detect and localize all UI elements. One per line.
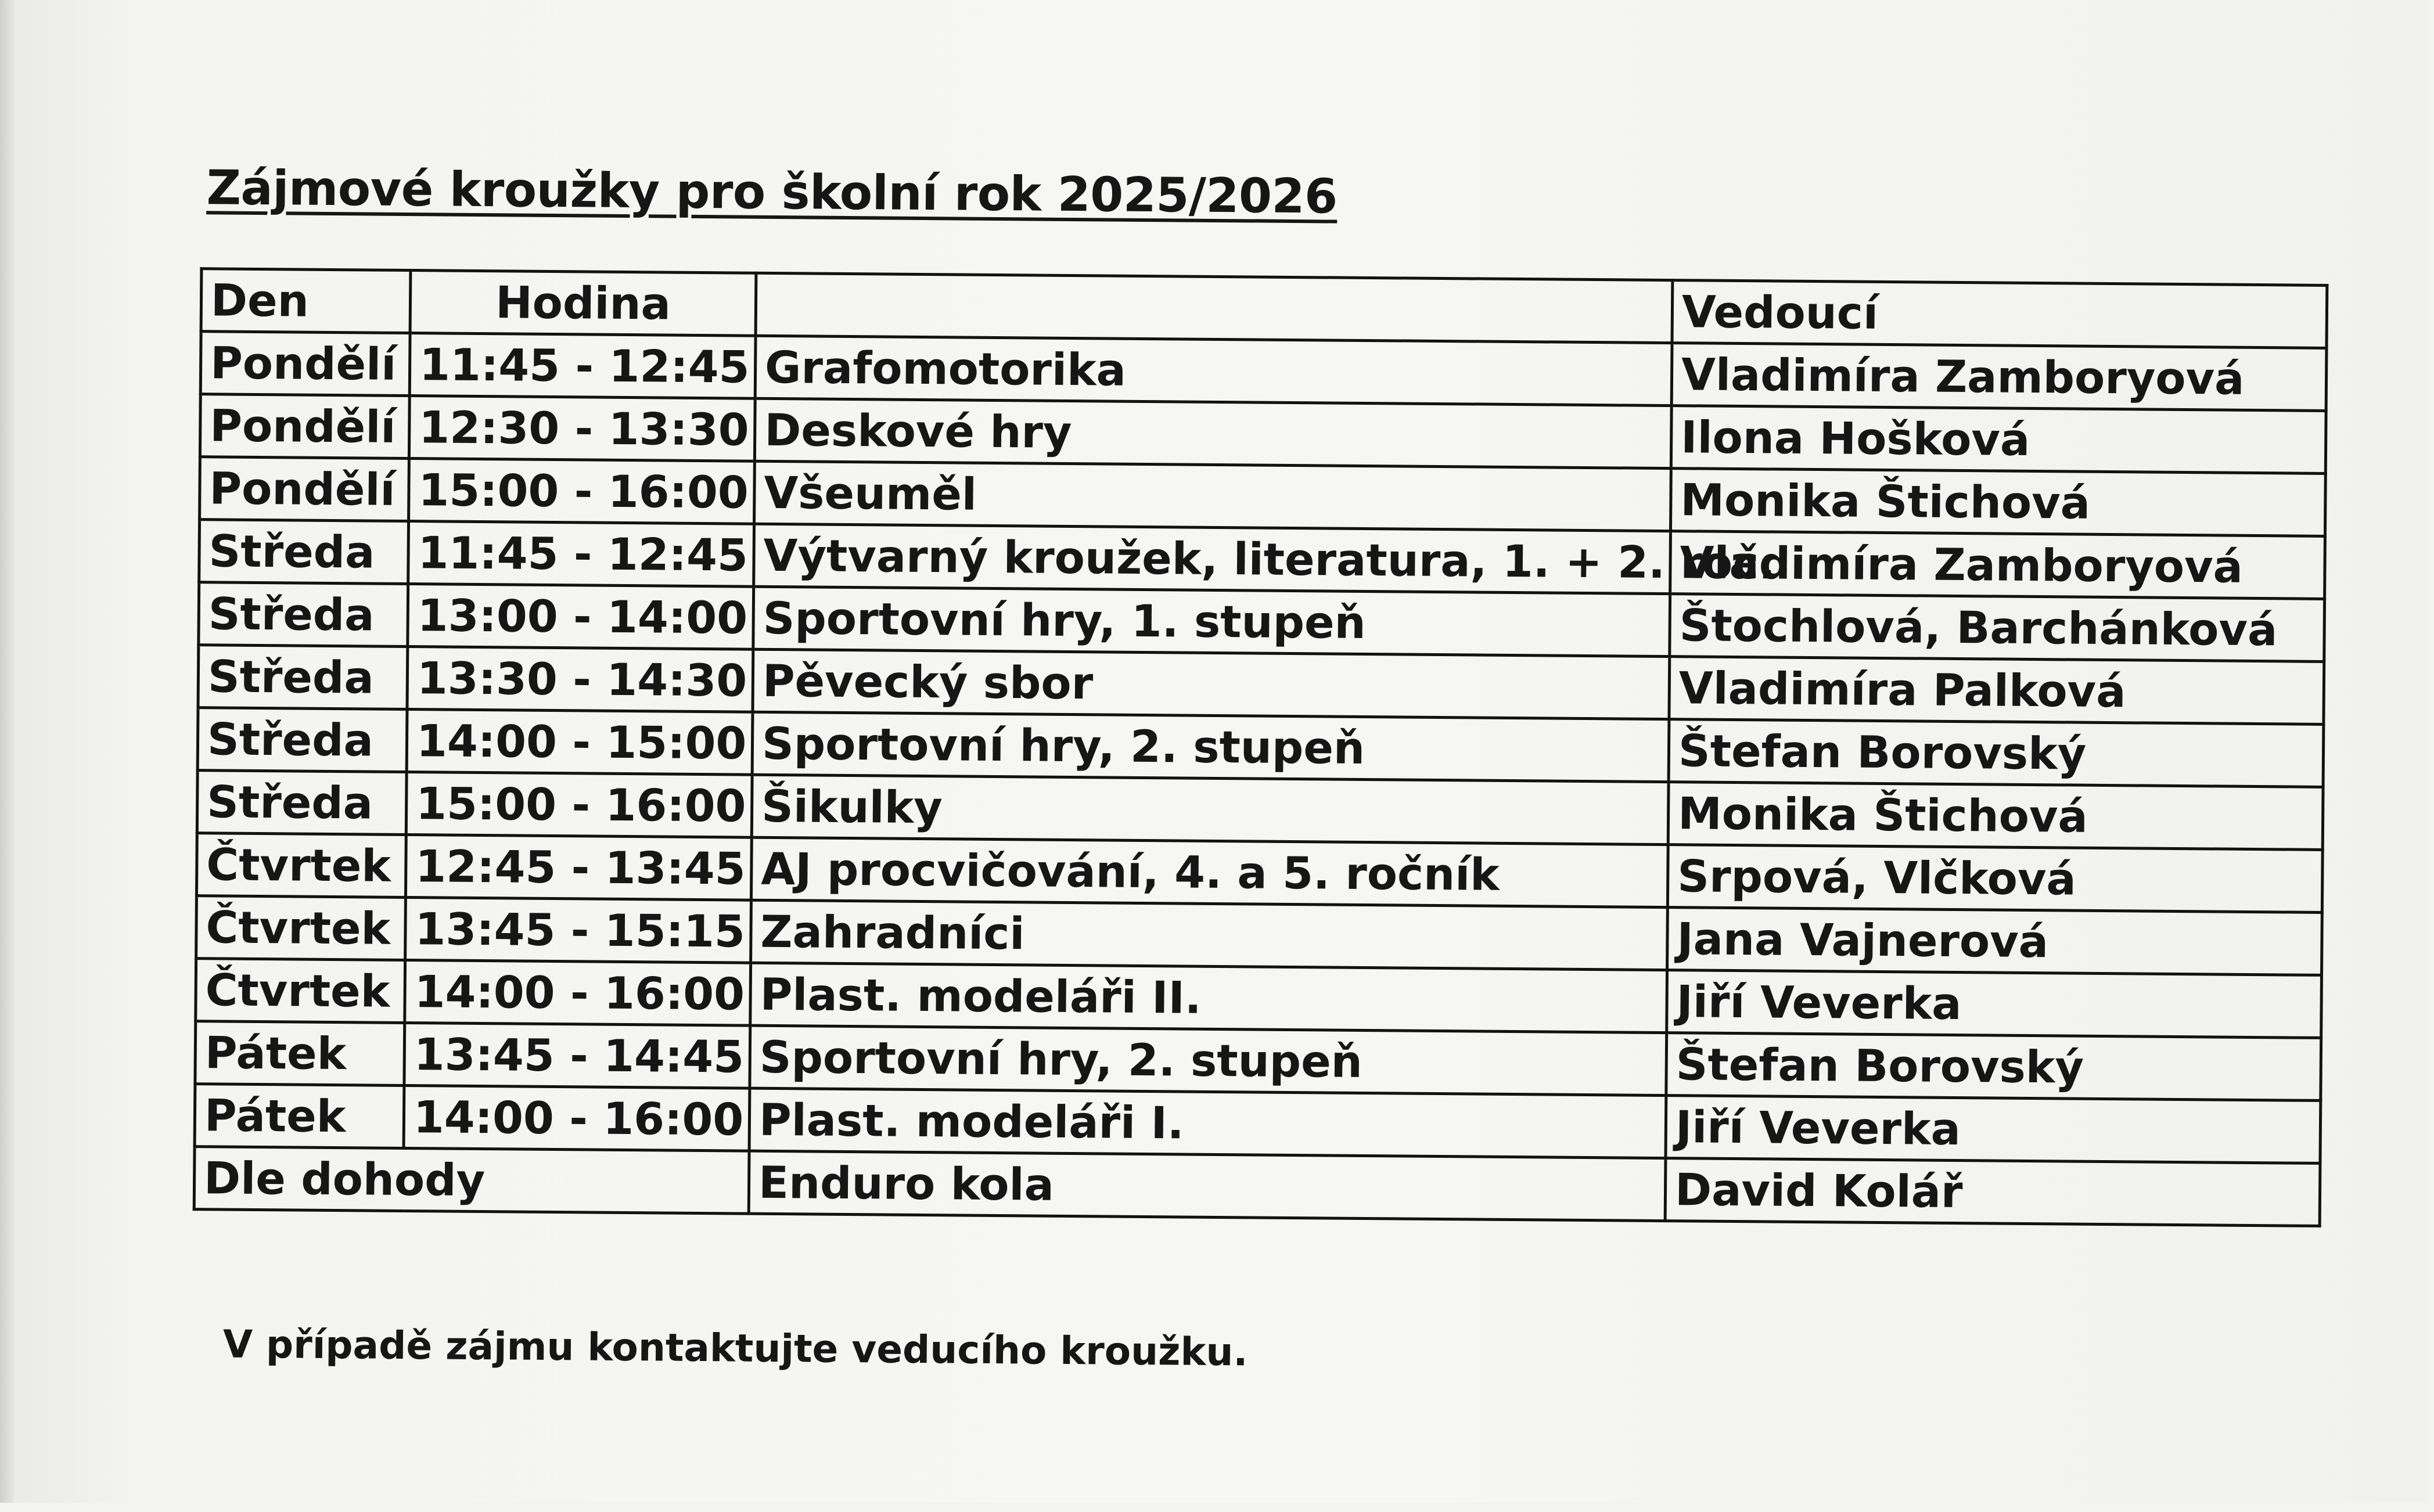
cell-leader: Srpová, Vlčková <box>1667 845 2322 913</box>
cell-activity: Plast. modeláři II. <box>750 963 1667 1032</box>
cell-activity: Výtvarný kroužek, literatura, 1. + 2. roč. <box>754 524 1671 593</box>
cell-time: 13:00 - 14:00 <box>408 584 754 650</box>
cell-leader: Vladimíra Palková <box>1669 657 2324 725</box>
cell-activity: Grafomotorika <box>755 336 1672 405</box>
cell-time: 13:45 - 15:15 <box>405 898 752 963</box>
cell-time: 11:45 - 12:45 <box>408 521 754 587</box>
cell-leader: Štefan Borovský <box>1669 719 2324 787</box>
cell-day: Středa <box>199 582 408 647</box>
header-time: Hodina <box>410 271 756 336</box>
cell-leader: Jiří Veverka <box>1667 970 2322 1038</box>
cell-activity: Sportovní hry, 1. stupeň <box>753 586 1670 656</box>
cell-day: Čtvrtek <box>196 833 406 898</box>
cell-leader: Jiří Veverka <box>1666 1096 2321 1164</box>
cell-day: Pondělí <box>200 332 410 396</box>
cell-leader: Monika Štichová <box>1670 469 2325 537</box>
cell-activity: Deskové hry <box>754 398 1671 468</box>
cell-time: 13:30 - 14:30 <box>407 647 753 712</box>
cell-time: 14:00 - 16:00 <box>405 960 751 1025</box>
cell-day: Středa <box>198 645 408 710</box>
cell-time: 12:30 - 13:30 <box>409 396 755 462</box>
cell-leader: David Kolář <box>1665 1158 2320 1226</box>
cell-day: Pátek <box>195 1021 405 1086</box>
header-activity <box>756 273 1673 343</box>
cell-activity: Zahradníci <box>751 900 1668 970</box>
cell-activity: Pěvecký sbor <box>753 649 1670 719</box>
document-title: Zájmové kroužky pro školní rok 2025/2026 <box>206 160 1338 225</box>
header-leader: Vedoucí <box>1672 280 2327 348</box>
cell-leader: Štefan Borovský <box>1666 1033 2321 1101</box>
cell-activity: Plast. modeláři I. <box>749 1088 1666 1158</box>
cell-day: Čtvrtek <box>196 896 406 960</box>
cell-day-time: Dle dohody <box>194 1147 749 1214</box>
cell-day: Pondělí <box>200 457 409 521</box>
cell-time: 14:00 - 16:00 <box>404 1085 750 1151</box>
cell-time: 13:45 - 14:45 <box>404 1023 750 1088</box>
cell-time: 15:00 - 16:00 <box>406 772 752 838</box>
cell-day: Středa <box>197 771 407 835</box>
cell-leader: Jana Vajnerová <box>1667 908 2322 975</box>
cell-activity: Všeuměl <box>754 461 1671 531</box>
cell-day: Pátek <box>195 1084 404 1149</box>
cell-leader: Monika Štichová <box>1668 782 2323 850</box>
cell-activity: Šikulky <box>752 775 1669 844</box>
header-day: Den <box>201 269 411 333</box>
cell-activity: Sportovní hry, 2. stupeň <box>752 712 1669 782</box>
cell-day: Pondělí <box>200 394 409 459</box>
cell-activity: AJ procvičování, 4. a 5. ročník <box>751 837 1668 907</box>
cell-activity: Sportovní hry, 2. stupeň <box>750 1025 1667 1095</box>
cell-day: Čtvrtek <box>196 959 405 1023</box>
schedule-table <box>193 267 2329 1227</box>
cell-time: 14:00 - 15:00 <box>407 710 753 775</box>
cell-time: 11:45 - 12:45 <box>409 333 756 399</box>
cell-leader: Vladimíra Zamboryová <box>1671 343 2327 411</box>
cell-time: 15:00 - 16:00 <box>409 459 755 524</box>
cell-leader: Štochlová, Barchánková <box>1670 594 2325 662</box>
cell-time: 12:45 - 13:45 <box>405 835 752 901</box>
cell-day: Středa <box>199 520 409 584</box>
footer-note: V případě zájmu kontaktujte veducího kroužku. <box>222 1322 1248 1375</box>
cell-activity: Enduro kola <box>749 1151 1666 1221</box>
cell-day: Středa <box>197 708 407 772</box>
cell-leader: Vladimíra Zamboryová <box>1670 531 2325 599</box>
cell-leader: Ilona Hošková <box>1671 406 2326 474</box>
